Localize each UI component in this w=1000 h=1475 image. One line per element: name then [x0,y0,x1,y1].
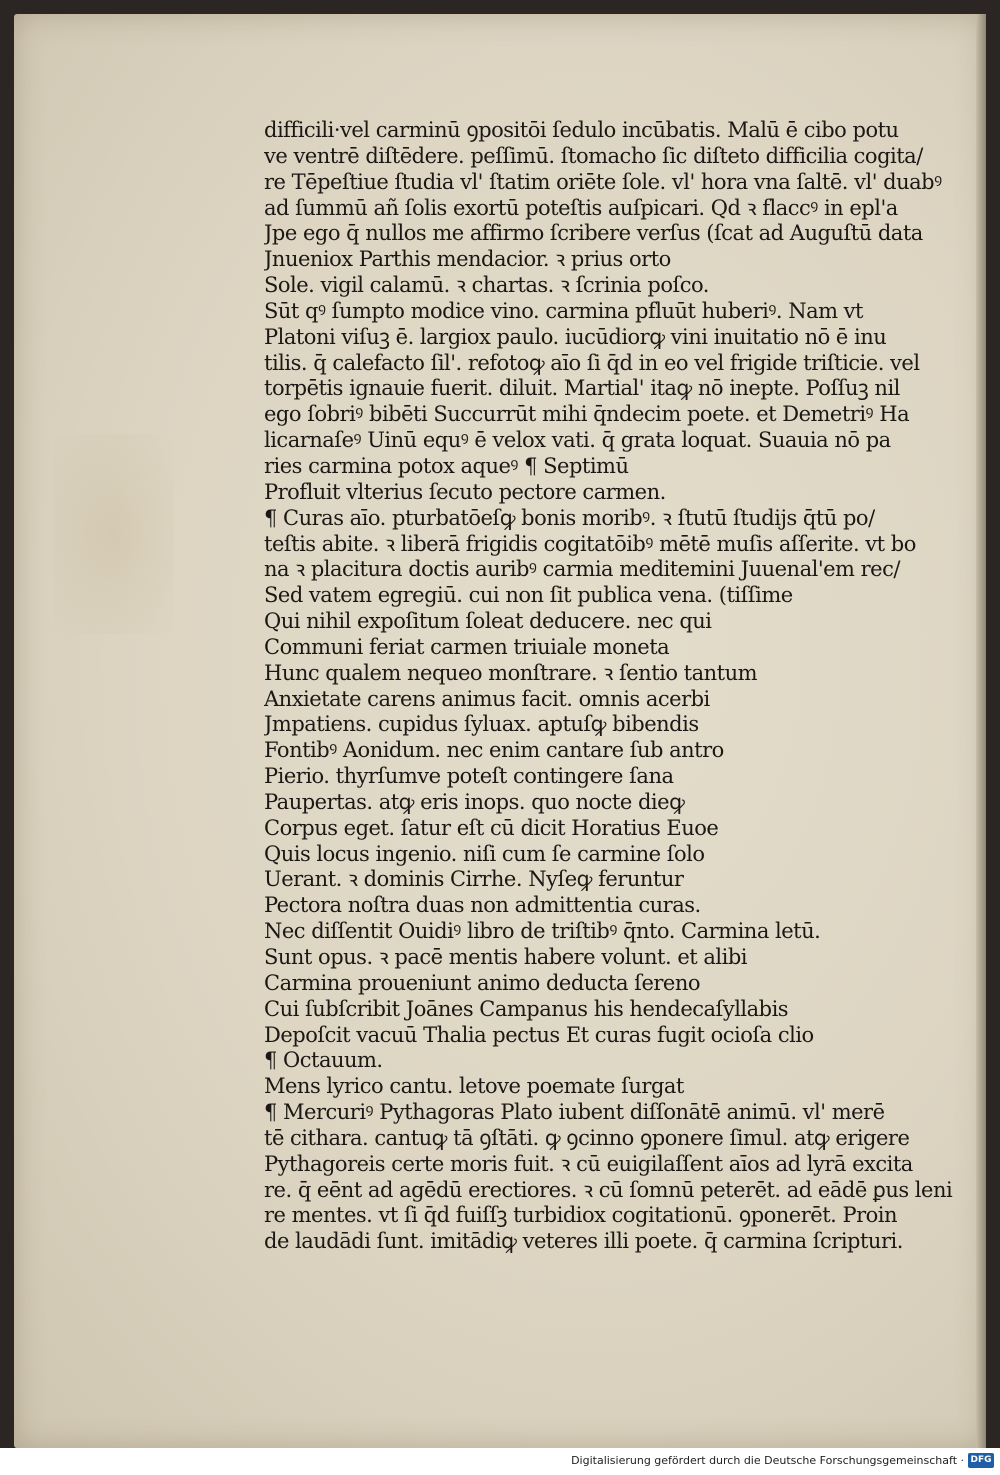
text-line: ¶ Curas aīo. pturbatōeſꝙ bonis moribꝰ. ꝛ ſtutū ſtudijs q̄tū po/ [264,505,875,530]
text-line: re. q̄ eēnt ad agēdū erectiores. ꝛ cū ſomnū peterēt. ad eādē ꝑus leni [264,1177,953,1202]
text-line: tē cithara. cantuꝙ tā ꝯſtāti. ꝙ ꝯcinno ꝯponere ſimul. atꝙ erigere [264,1125,910,1150]
text-line: Platoni viſuꝫ ē. largiox paulo. iucūdiorꝙ vini inuitatio nō ē inu [264,324,887,349]
text-line: Profluit vlterius ſecuto pectore carmen. [264,479,666,504]
text-line: Sunt opus. ꝛ pacē mentis habere volunt. et alibi [264,945,747,969]
text-line: Pectora noſtra duas non admittentia curas. [264,893,701,918]
funding-credit: Digitalisierung gefördert durch die Deutsche Forschungsgemeinschaft · [571,1454,964,1467]
text-line: Communi feriat carmen triuiale moneta [264,634,670,659]
paper-stain [54,434,174,634]
text-line: Depoſcit vacuū Thalia pectus Et curas fugit ocioſa clio [264,1022,814,1047]
text-line: ve ventrē diſtēdere. peſſimū. ſtomacho ſic diſteto difficilia cogita/ [264,143,923,168]
text-line: Fontibꝰ Aonidum. nec enim cantare ſub antro [264,738,724,763]
text-line: Jpe ego q̄ nullos me affirmo ſcribere verſus (ſcat ad Auguſtū data [264,221,923,246]
text-line: Sūt qꝰ ſumpto modice vino. carmina pfluūt huberiꝰ. Nam vt [264,298,863,323]
text-line: na ꝛ placitura doctis auribꝰ carmia meditemini Juuenal'em rec/ [264,557,900,582]
text-line: Carmina proueniunt animo deducta ſereno [264,970,701,995]
text-line: Sole. vigil calamū. ꝛ chartas. ꝛ ſcrinia poſco. [264,273,709,298]
book-page [14,14,986,1448]
incunabula-text-block [264,118,954,1255]
text-line: Anxietate carens animus facit. omnis acerbi [264,686,710,711]
text-line: tilis. q̄ calefacto ſil'. refotoꝙ aīo ſi q̄d in eo vel frigide triſticie. vel [264,350,920,375]
text-line: Nec diſſentit Ouidiꝰ libro de triſtibꝰ q̄nto. Carmina letū. [264,919,821,944]
text-line: Quis locus ingenio. niſi cum ſe carmine ſolo [264,841,705,866]
text-line: torpētis ignauie fuerit. diluit. Martial' itaꝙ nō inepte. Poſſuꝫ nil [264,376,900,401]
text-line: Jnueniox Parthis mendacior. ꝛ prius orto [264,247,671,272]
text-line: Corpus eget. ſatur eſt cū dicit Horatius Euoe [264,815,719,840]
text-line: Paupertas. atꝙ eris inops. quo nocte dieꝙ [264,789,685,814]
text-line: ad ſummū añ ſolis exortū poteſtis auſpicari. Qd̄ ꝛ flaccꝰ in epl'a [264,195,898,220]
text-line: Mens lyrico cantu. letove poemate ſurgat [264,1074,684,1099]
text-line: Sed vatem egregiū. cui non ſit publica vena. (tiſſime [264,583,793,608]
text-line: ¶ Mercuriꝰ Pythagoras Plato iubent diſſonātē animū. vl' merē [264,1100,885,1125]
footer-bar [0,1448,1000,1475]
text-line: Hunc qualem nequeo monſtrare. ꝛ ſentio tantum [264,660,758,685]
text-line: Pythagoreis certe moris fuit. ꝛ cū euigilaſſent aīos ad lyrā excita [264,1151,913,1176]
text-line: Uerant. ꝛ dominis Cirrhe. Nyſeꝙ feruntur [264,867,684,892]
text-line: Jmpatiens. cupidus ſyluax. aptuſꝙ bibendis [264,712,699,737]
text-line: ries carmina potox aqueꝰ ¶ Septimū [264,453,629,478]
text-line: Qui nihil expoſitum ſoleat deducere. nec qui [264,609,712,634]
text-line: ego ſobriꝰ bibēti Succurrūt mihi q̄ndecim poete. et Demetriꝰ Ha [264,402,910,427]
page-edge [976,14,986,1448]
text-line: difficili·vel carminū ꝯpositōi ſedulo incūbatis. Malū ē cibo potu [264,118,899,142]
text-line: Cui ſubſcribit Joānes Campanus his hendecaſyllabis [264,996,789,1021]
text-line: teſtis abite. ꝛ liberā frigidis cogitatōibꝰ mētē muſis aſſerite. vt bo [264,531,916,556]
text-line: de laudādi ſunt. imitādiꝙ veteres illi poete. q̄ carmina ſcripturi. [264,1229,903,1254]
text-line: Pierio. thyrſumve poteſt contingere ſana [264,764,674,789]
text-line: re Tēpeſtiue ſtudia vl' ſtatim oriēte ſole. vl' hora vna ſaltē. vl' duabꝰ [264,169,942,194]
text-line: ¶ Octauum. [264,1048,383,1073]
text-line: re mentes. vt ſi q̄d fuiſſꝫ turbidiox cogitationū. ꝯponerēt. Proin [264,1203,898,1228]
text-line: licarnaſeꝰ Uinū equꝰ ē velox vati. q̄ grata loquat. Suauia nō pa [264,428,891,453]
dfg-logo-icon: DFG [968,1453,994,1468]
